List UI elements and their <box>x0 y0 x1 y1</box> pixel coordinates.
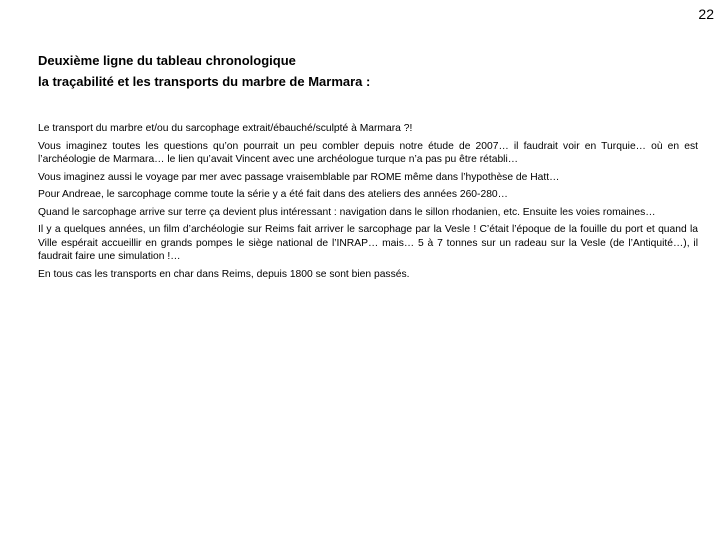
title-line-2: la traçabilité et les transports du marbre de Marmara : <box>38 74 371 89</box>
paragraph-2: Vous imaginez toutes les questions qu’on pourrait un peu combler depuis notre étude de 2007… il faudrait voir en Turquie… où en est l’archéologie de Marmara… le lien qu’avait Vincent avec une archéologue turque n’a pas pu être rétabli… <box>38 140 698 165</box>
paragraph-7: En tous cas les transports en char dans Reims, depuis 1800 se sont bien passés. <box>38 268 410 280</box>
paragraph-5: Quand le sarcophage arrive sur terre ça devient plus intéressant : navigation dans le sillon rhodanien, etc. Ensuite les voies romaines… <box>38 206 656 218</box>
paragraph-4: Pour Andreae, le sarcophage comme toute la série y a été fait dans des ateliers des années 260-280… <box>38 189 508 200</box>
body-text <box>38 122 698 285</box>
page-number: 22 <box>698 6 714 22</box>
paragraph-1: Le transport du marbre et/ou du sarcophage extrait/ébauché/sculpté à Marmara ?! <box>38 123 413 134</box>
slide-title <box>38 50 688 92</box>
title-line-1: Deuxième ligne du tableau chronologique <box>38 53 296 68</box>
paragraph-6: Il y a quelques années, un film d’archéologie sur Reims fait arriver le sarcophage par la Vesle ! C’était l’époque de la fouille du port et quand la Ville espérait accueillir en grands pompes le siège national de l’INRAP… mais… 5 à 7 tonnes sur un radeau sur la Vesle (de l’Antiquité…), il faudrait faire une simulation !… <box>38 224 698 262</box>
paragraph-3: Vous imaginez aussi le voyage par mer avec passage vraisemblable par ROME même dans l’hypothèse de Hatt… <box>38 171 560 183</box>
